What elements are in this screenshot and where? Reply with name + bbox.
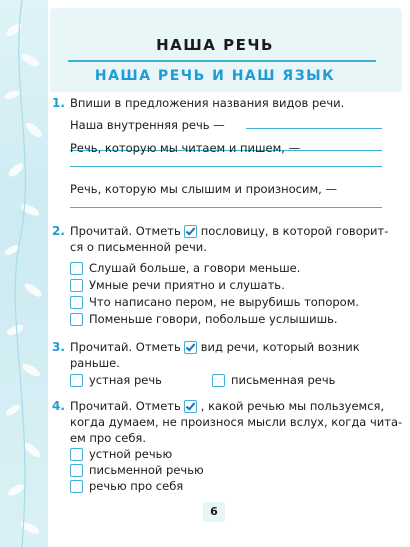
- task-number-4: 4.: [52, 399, 65, 413]
- page-number: 6: [203, 502, 225, 522]
- section-title: НАША РЕЧЬ: [156, 36, 274, 54]
- task3-text-c: раньше.: [70, 356, 120, 370]
- task4-option-1: устной речью: [89, 447, 173, 461]
- task4-option-2: письменной речью: [89, 463, 204, 477]
- task-number-1: 1.: [52, 96, 65, 110]
- checkmark-icon: [184, 342, 198, 354]
- task2-option-checkbox-3[interactable]: [70, 296, 83, 309]
- task2-instruction: [70, 224, 388, 238]
- task4-option-checkbox-1[interactable]: [70, 448, 83, 461]
- task2-option-4: Поменьше говори, побольше услышишь.: [89, 312, 338, 326]
- task4-option-3: речью про себя: [89, 479, 184, 493]
- task4-text-a: Прочитай. Отметь: [70, 399, 181, 413]
- task2-option-checkbox-2[interactable]: [70, 279, 83, 292]
- task1-sentence-2: Речь, которую мы читаем и пишем, —: [70, 141, 301, 155]
- task1-instruction: Впиши в предложения названия видов речи.: [70, 96, 345, 110]
- leaf-pattern-icon: [0, 0, 48, 547]
- task4-instruction: [70, 399, 384, 413]
- task3-instruction: [70, 340, 360, 354]
- task1-sentence-1: Наша внутренняя речь —: [70, 118, 225, 132]
- task4-text-c: когда думаем, не произнося мысли вслух, когда чита-: [70, 415, 403, 429]
- task3-option-checkbox-1[interactable]: [70, 374, 83, 387]
- task2-option-3: Что написано пером, не вырубишь топором.: [89, 295, 360, 309]
- task4-text-b: , какой речью мы пользуемся,: [200, 399, 385, 413]
- task2-option-checkbox-4[interactable]: [70, 313, 83, 326]
- topic-title: НАША РЕЧЬ И НАШ ЯЗЫК: [94, 68, 336, 84]
- checkmark-icon: [184, 401, 198, 413]
- task-number-3: 3.: [52, 340, 65, 354]
- task2-option-1: Слушай больше, а говори меньше.: [89, 261, 301, 275]
- task3-option-2: письменная речь: [231, 373, 336, 387]
- task2-text-a: Прочитай. Отметь: [70, 224, 181, 238]
- task4-option-checkbox-2[interactable]: [70, 464, 83, 477]
- task3-text-a: Прочитай. Отметь: [70, 340, 181, 354]
- task-number-2: 2.: [52, 224, 65, 238]
- workbook-page: [50, 0, 410, 547]
- task1-answer-line-4[interactable]: [70, 166, 382, 167]
- task2-text-c: ся о письменной речи.: [70, 240, 207, 254]
- task1-answer-line-1[interactable]: [246, 128, 382, 129]
- task3-option-checkbox-2[interactable]: [212, 374, 225, 387]
- task2-text-b: пословицу, в которой говорит-: [200, 224, 389, 238]
- task4-option-checkbox-3[interactable]: [70, 480, 83, 493]
- task2-option-checkbox-1[interactable]: [70, 262, 83, 275]
- decorative-side-strip: [0, 0, 48, 547]
- checkmark-icon: [184, 226, 198, 238]
- task1-answer-line-3[interactable]: [315, 150, 382, 151]
- task2-option-2: Умные речи приятно и слушать.: [89, 278, 285, 292]
- task1-answer-line-5[interactable]: [70, 207, 382, 208]
- task3-option-1: устная речь: [89, 373, 162, 387]
- title-divider: [68, 60, 376, 62]
- task1-sentence-3: Речь, которую мы слышим и произносим, —: [70, 182, 337, 196]
- task3-text-b: вид речи, который возник: [200, 340, 360, 354]
- task4-text-d: ем про себя.: [70, 431, 146, 445]
